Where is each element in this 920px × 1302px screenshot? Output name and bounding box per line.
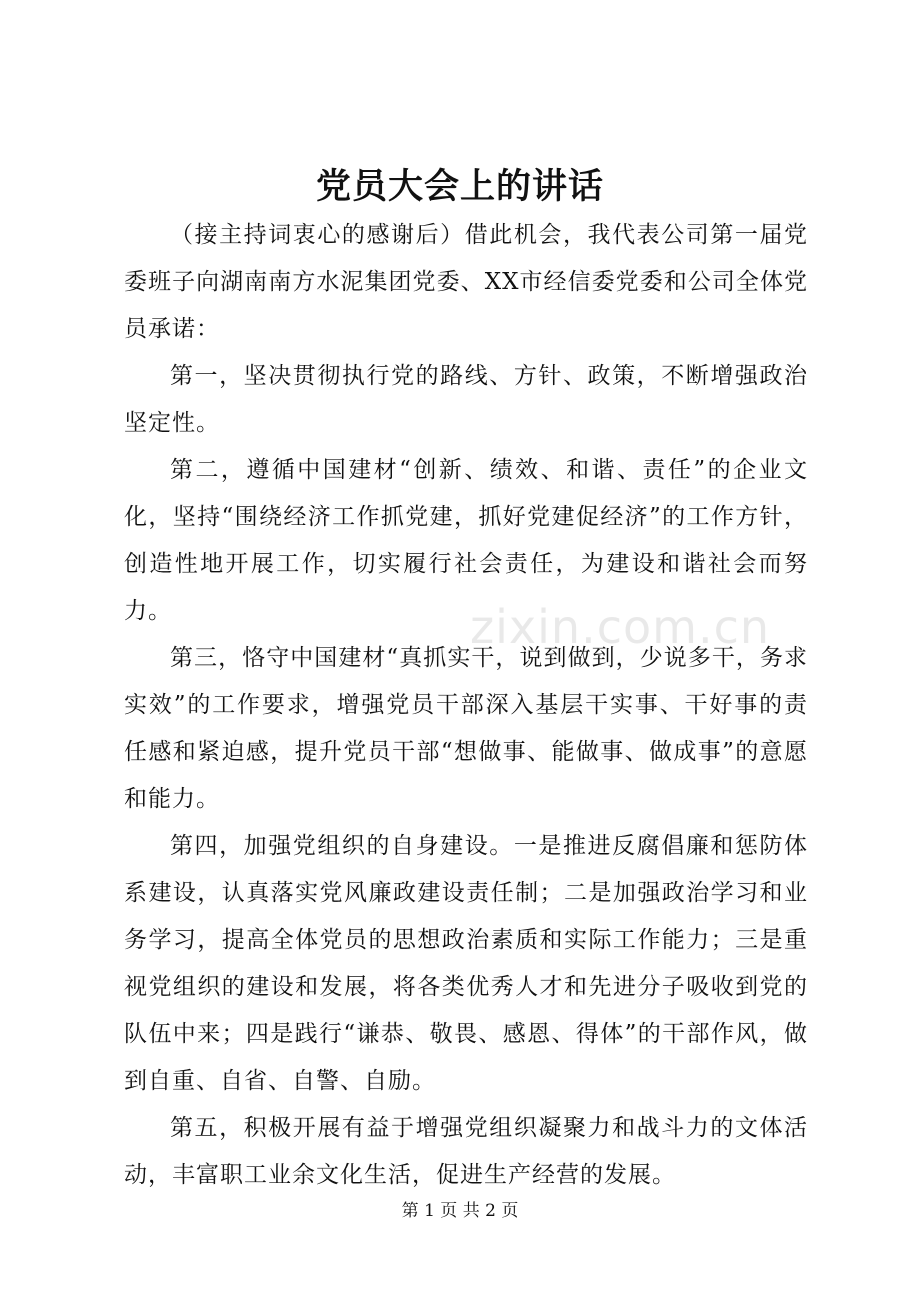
paragraph-first: 第一，坚决贯彻执行党的路线、方针、政策，不断增强政治坚定性。 bbox=[124, 363, 808, 436]
paragraph-fifth: 第五，积极开展有益于增强党组织凝聚力和战斗力的文体活动，丰富职工业余文化生活，促进生产经营的发展。 bbox=[124, 1115, 808, 1188]
watermark: zixin.com.cn bbox=[470, 600, 771, 654]
document-title: 党员大会上的讲话 bbox=[315, 166, 604, 207]
document-body bbox=[124, 212, 808, 1199]
paragraph-second: 第二，遵循中国建材“创新、绩效、和谐、责任”的企业文化，坚持“围绕经济工作抓党建，抓好党建促经济”的工作方针，创造性地开展工作，切实履行社会责任，为建设和谐社会而努力。 bbox=[124, 457, 808, 624]
paragraph-intro: （接主持词衷心的感谢后）借此机会，我代表公司第一届党委班子向湖南南方水泥集团党委、XX市经信委党委和公司全体党员承诺： bbox=[124, 222, 808, 342]
page-footer: 第 1 页 共 2 页 bbox=[401, 1201, 519, 1221]
paragraph-fourth: 第四，加强党组织的自身建设。一是推进反腐倡廉和惩防体系建设，认真落实党风廉政建设责任制；二是加强政治学习和业务学习，提高全体党员的思想政治素质和实际工作能力；三是重视党组织的建设和发展，将各类优秀人才和先进分子吸收到党的队伍中来；四是践行“谦恭、敬畏、感恩、得体”的干部作风，做到自重、自省、自警、自励。 bbox=[124, 833, 808, 1094]
paragraph-third: 第三，恪守中国建材“真抓实干，说到做到，少说多干，务求实效”的工作要求，增强党员干部深入基层干实事、干好事的责任感和紧迫感，提升党员干部“想做事、能做事、做成事”的意愿和能力。 bbox=[124, 645, 808, 812]
